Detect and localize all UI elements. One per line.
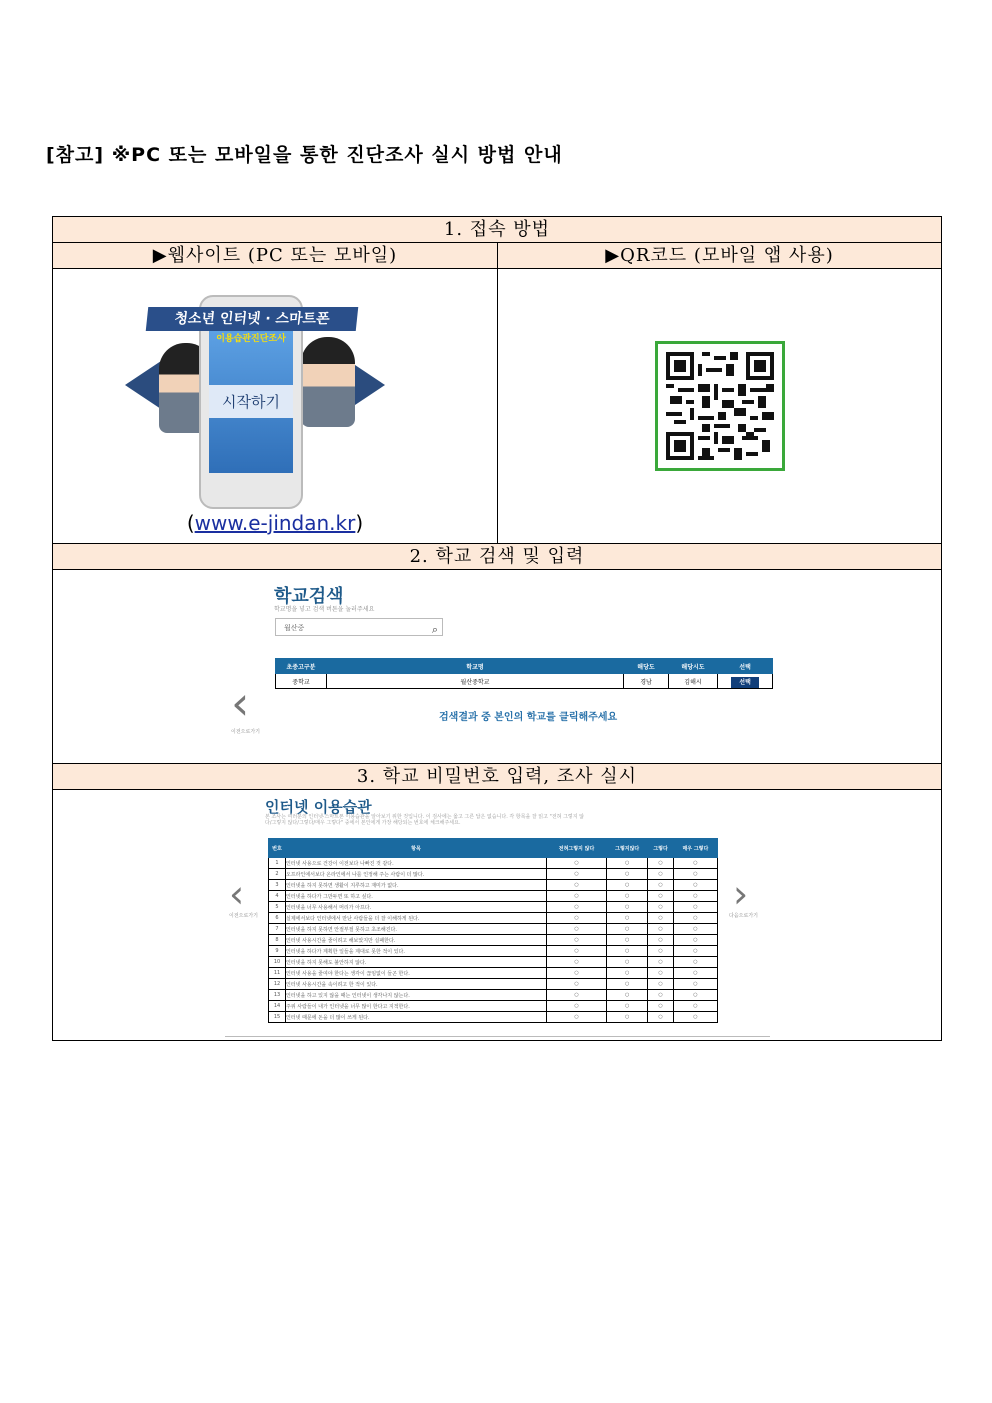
radio-option[interactable]: ○ [547, 968, 607, 979]
col-province: 해당도 [624, 659, 669, 674]
qr-code-pattern [666, 352, 774, 460]
section1-header: 1. 접속 방법 [53, 217, 942, 243]
radio-option[interactable]: ○ [547, 913, 607, 924]
student-boy-image [301, 337, 355, 427]
table-row: 13 인터넷을 하고 있지 않을 때는 인터넷이 생각나지 않는다. ○ ○ ○ ○ [269, 990, 718, 1001]
table-row: 8 인터넷 사용시간을 줄이려고 해보았지만 실패한다. ○ ○ ○ ○ [269, 935, 718, 946]
radio-option[interactable]: ○ [673, 968, 717, 979]
radio-option[interactable]: ○ [547, 1001, 607, 1012]
website-cell [53, 269, 498, 544]
radio-option[interactable]: ○ [648, 858, 673, 869]
col-city: 해당시도 [669, 659, 718, 674]
radio-option[interactable]: ○ [547, 902, 607, 913]
section2-header: 2. 학교 검색 및 입력 [53, 544, 942, 570]
start-button[interactable]: 시작하기 [209, 385, 293, 418]
radio-option[interactable]: ○ [607, 1001, 648, 1012]
radio-option[interactable]: ○ [547, 869, 607, 880]
table-row: 9 인터넷을 하다가 계획한 일들을 제대로 못한 적이 있다. ○ ○ ○ ○ [269, 946, 718, 957]
radio-option[interactable]: ○ [673, 924, 717, 935]
radio-option[interactable]: ○ [648, 880, 673, 891]
table-row: 3 인터넷을 하지 못하면 생활이 지루하고 재미가 없다. ○ ○ ○ ○ [269, 880, 718, 891]
col-school-type: 초중고구분 [276, 659, 327, 674]
radio-option[interactable]: ○ [648, 957, 673, 968]
radio-option[interactable]: ○ [673, 869, 717, 880]
table-row: 14 주위 사람들이 내가 인터넷을 너무 많이 한다고 지적한다. ○ ○ ○ ○ [269, 1001, 718, 1012]
web-header: ▶웹사이트 (PC 또는 모바일) [53, 243, 498, 269]
school-search-title: 학교검색 [274, 586, 344, 607]
website-link[interactable]: www.e-jindan.kr [194, 511, 356, 535]
page-title: [참고] ※PC 또는 모바일을 통한 진단조사 실시 방법 안내 [46, 144, 563, 166]
search-instruction: 검색결과 중 본인의 학교를 클릭해주세요 [439, 712, 618, 723]
school-search-cell [53, 570, 942, 764]
survey-title: 인터넷 이용습관 [265, 798, 372, 816]
radio-option[interactable]: ○ [673, 1001, 717, 1012]
qr-code[interactable] [655, 341, 785, 471]
guide-table [52, 216, 942, 1041]
radio-option[interactable]: ○ [607, 891, 648, 902]
radio-option[interactable]: ○ [607, 869, 648, 880]
radio-option[interactable]: ○ [547, 957, 607, 968]
radio-option[interactable]: ○ [648, 979, 673, 990]
radio-option[interactable]: ○ [648, 869, 673, 880]
table-row: 6 실제에서보다 인터넷에서 만난 사람들을 더 잘 이해하게 된다. ○ ○ ○ ○ [269, 913, 718, 924]
table-row[interactable]: 중학교 월산중학교 경남 김해시 선택 [276, 674, 773, 689]
radio-option[interactable]: ○ [673, 902, 717, 913]
radio-option[interactable]: ○ [648, 968, 673, 979]
radio-option[interactable]: ○ [648, 891, 673, 902]
radio-option[interactable]: ○ [547, 924, 607, 935]
radio-option[interactable]: ○ [673, 891, 717, 902]
radio-option[interactable]: ○ [673, 858, 717, 869]
survey-table: 번호 항목 전혀그렇지 않다 그렇지않다 그렇다 매우 그렇다 1 인터넷 사용으로 건강이 이전보다 나빠진 것 같다. ○ ○ ○ ○ 2 오프라인에서보다 온라인에서 나를 인정해 주는 사람이 더 많다. ○ ○ ○ ○ 3 인터넷을 하지 못하면 생활이 지루하고 재미가 없다. ○ ○ ○ ○ 4 인터넷을 하다가 그만두면 또 하고 싶다. ○ ○ ○ ○ 5 인터넷을 너무 사용해서 머리가 아프다. ○ ○ ○ ○ 6 실제에서보다 인터넷에서 만난 사람들을 더 잘 이해하게 된다. ○ ○ ○ ○ 7 인터넷을 하지 못하면 안절부절 못하고 초조해진다. ○ ○ ○ ○ 8 인터넷 사용시간을 줄이려고 해보았지만 실패한다. ○ ○ ○ ○ 9 인터넷을 하다가 계획한 일들을 제대로 못한 적이 있다. ○ ○ ○ ○ 10 인터넷을 하지 못해도 불안하지 않다. ○ ○ ○ ○ 11 인터넷 사용을 줄여야 한다는 생각이 끊임없이 들곤 한다. ○ ○ ○ ○ 12 인터넷 사용시간을 속이려고 한 적이 있다. ○ ○ ○ ○ 13 인터넷을 하고 있지 않을 때는 인터넷이 생각나지 않는다. ○ ○ ○ ○ 14 주위 사람들이 내가 인터넷을 너무 많이 한다고 지적한다. ○ ○ ○ ○ 15 인터넷 때문에 돈을 더 많이 쓰게 된다. ○ ○ ○ ○ [268, 838, 718, 1023]
radio-option[interactable]: ○ [607, 957, 648, 968]
radio-option[interactable]: ○ [607, 990, 648, 1001]
section3-header: 3. 학교 비밀번호 입력, 조사 실시 [53, 764, 942, 790]
banner-title: 청소년 인터넷 · 스마트폰 [146, 307, 359, 331]
radio-option[interactable]: ○ [648, 902, 673, 913]
col-school-name: 학교명 [327, 659, 624, 674]
table-row: 1 인터넷 사용으로 건강이 이전보다 나빠진 것 같다. ○ ○ ○ ○ [269, 858, 718, 869]
school-result-table [275, 658, 773, 689]
radio-option[interactable]: ○ [673, 990, 717, 1001]
survey-cell [53, 790, 942, 1041]
radio-option[interactable]: ○ [648, 990, 673, 1001]
table-row: 7 인터넷을 하지 못하면 안절부절 못하고 초조해진다. ○ ○ ○ ○ [269, 924, 718, 935]
radio-option[interactable]: ○ [673, 935, 717, 946]
radio-option[interactable]: ○ [648, 946, 673, 957]
school-search-input[interactable]: 월산중 ⌕ [275, 618, 443, 636]
radio-option[interactable]: ○ [607, 1012, 648, 1023]
radio-option[interactable]: ○ [607, 913, 648, 924]
table-row: 2 오프라인에서보다 온라인에서 나를 인정해 주는 사람이 더 많다. ○ ○ ○ ○ [269, 869, 718, 880]
table-row: 4 인터넷을 하다가 그만두면 또 하고 싶다. ○ ○ ○ ○ [269, 891, 718, 902]
radio-option[interactable]: ○ [547, 880, 607, 891]
screen-subtitle: 이용습관진단조사 [216, 334, 286, 344]
radio-option[interactable]: ○ [673, 880, 717, 891]
radio-option[interactable]: ○ [648, 913, 673, 924]
radio-option[interactable]: ○ [607, 880, 648, 891]
prev-caption: 이전으로가기 [231, 729, 260, 735]
radio-option[interactable]: ○ [673, 1012, 717, 1023]
radio-option[interactable]: ○ [673, 946, 717, 957]
radio-option[interactable]: ○ [673, 979, 717, 990]
prev-caption: 이전으로가기 [229, 913, 258, 919]
table-row: 12 인터넷 사용시간을 속이려고 한 적이 있다. ○ ○ ○ ○ [269, 979, 718, 990]
next-caption: 다음으로가기 [729, 913, 758, 919]
table-row: 11 인터넷 사용을 줄여야 한다는 생각이 끊임없이 들곤 한다. ○ ○ ○ ○ [269, 968, 718, 979]
divider [225, 1036, 770, 1037]
radio-option[interactable]: ○ [547, 891, 607, 902]
radio-option[interactable]: ○ [648, 924, 673, 935]
radio-option[interactable]: ○ [547, 1012, 607, 1023]
radio-option[interactable]: ○ [607, 935, 648, 946]
school-search-desc: 학교명을 넣고 검색 버튼을 눌러주세요 [274, 606, 375, 613]
table-row: 10 인터넷을 하지 못해도 불안하지 않다. ○ ○ ○ ○ [269, 957, 718, 968]
radio-option[interactable]: ○ [648, 1012, 673, 1023]
qr-header: ▶QR코드 (모바일 앱 사용) [498, 243, 942, 269]
radio-option[interactable]: ○ [547, 858, 607, 869]
radio-option[interactable]: ○ [607, 858, 648, 869]
next-arrow-icon[interactable]: › [733, 872, 749, 916]
radio-option[interactable]: ○ [547, 979, 607, 990]
radio-option[interactable]: ○ [607, 979, 648, 990]
diagnostic-app-banner[interactable] [125, 285, 385, 505]
table-row: 15 인터넷 때문에 돈을 더 많이 쓰게 된다. ○ ○ ○ ○ [269, 1012, 718, 1023]
radio-option[interactable]: ○ [547, 946, 607, 957]
radio-option[interactable]: ○ [673, 913, 717, 924]
radio-option[interactable]: ○ [607, 968, 648, 979]
radio-option[interactable]: ○ [607, 924, 648, 935]
select-button[interactable]: 선택 [731, 677, 759, 688]
survey-desc: 본 조사는 여러분의 인터넷·스마트폰 이용습관을 알아보기 위한 것입니다. 이 검사에는 옳고 그른 답은 없습니다. 각 항목을 잘 읽고 "전혀 그렇지 않다/그렇지 않다/그렇다/매우 그렇다" 중에서 본인에게 가장 해당되는 번호에 체크해주세요. [265, 814, 585, 826]
radio-option[interactable]: ○ [547, 935, 607, 946]
radio-option[interactable]: ○ [607, 902, 648, 913]
qr-cell [498, 269, 942, 544]
radio-option[interactable]: ○ [547, 990, 607, 1001]
col-select: 선택 [718, 659, 773, 674]
website-url: (www.e-jindan.kr) [186, 511, 364, 535]
radio-option[interactable]: ○ [648, 1001, 673, 1012]
table-row: 5 인터넷을 너무 사용해서 머리가 아프다. ○ ○ ○ ○ [269, 902, 718, 913]
radio-option[interactable]: ○ [648, 935, 673, 946]
radio-option[interactable]: ○ [673, 957, 717, 968]
prev-arrow-icon[interactable]: ‹ [229, 872, 245, 916]
search-icon[interactable]: ⌕ [431, 623, 438, 636]
prev-arrow-icon[interactable]: ‹ [231, 676, 250, 730]
radio-option[interactable]: ○ [607, 946, 648, 957]
